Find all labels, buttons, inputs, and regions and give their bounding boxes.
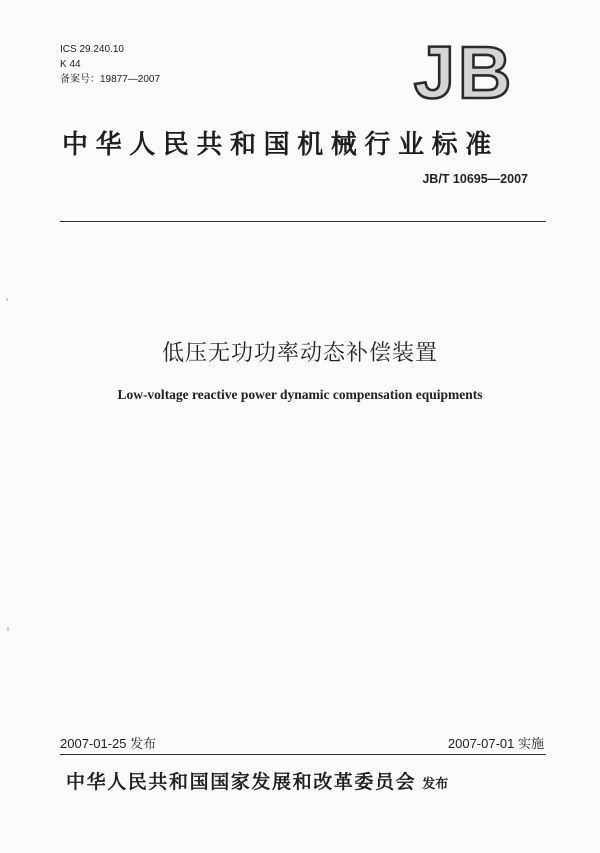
issue-date: 2007-01-25 发布 [60, 736, 157, 751]
top-divider [60, 221, 546, 222]
bottom-divider [60, 754, 546, 755]
standard-category-title: 中华人民共和国机械行业标准 [62, 130, 499, 160]
jb-logo-text: JB [413, 40, 515, 106]
document-title-english: Low-voltage reactive power dynamic compensation equipments [117, 387, 483, 402]
jb-logo [405, 40, 523, 106]
document-title-chinese: 低压无功功率动态补偿装置 [161, 341, 438, 366]
ccs-code: K 44 [60, 59, 81, 70]
implementation-date: 2007-07-01 实施 [447, 736, 544, 751]
publisher-line [66, 767, 448, 794]
classification-block [60, 42, 160, 87]
standard-number: JB/T 10695—2007 [422, 172, 528, 186]
scan-speck [7, 627, 9, 631]
ics-code: ICS 29.240.10 [60, 44, 124, 55]
filing-number: 备案号：19877—2007 [60, 74, 161, 85]
scan-speck [6, 298, 8, 301]
publisher-suffix: 发布 [422, 777, 449, 792]
publisher-name: 中华人民共和国国家发展和改革委员会 [66, 771, 417, 793]
